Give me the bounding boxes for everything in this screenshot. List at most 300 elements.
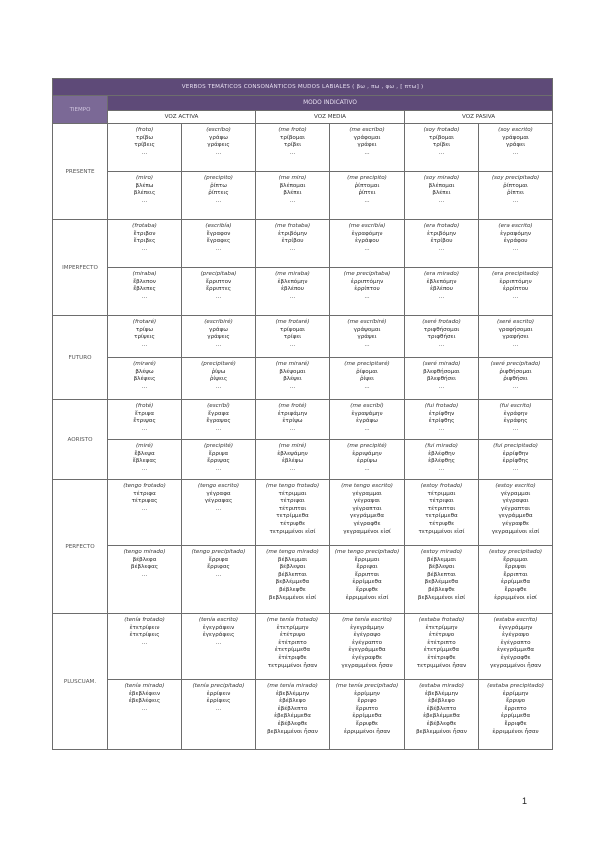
verb-form: ἐρρίμμεθα — [500, 713, 531, 720]
verb-form: ἐρριψάμην — [352, 450, 382, 457]
gloss-text: (estoy frotado) — [420, 483, 463, 489]
verb-form: ἐβέβλεφθε — [426, 720, 457, 727]
verb-form: ἐγράφου — [503, 238, 528, 245]
conjugation-cell — [256, 400, 330, 440]
verb-form: ῥίπτει — [358, 190, 376, 197]
gloss-text: (tenía escrito) — [198, 617, 239, 623]
verb-form: ... — [364, 341, 370, 348]
verb-form: ἔβλεπες — [133, 286, 156, 293]
verb-form: βεβλεμμένοι ἦσαν — [267, 728, 318, 735]
verb-form: ἐτρίβου — [430, 238, 453, 245]
conjugation-cell — [330, 124, 405, 172]
verb-form: ... — [289, 149, 296, 156]
verb-form: ... — [141, 705, 148, 712]
verb-form: ἐρριπτόμην — [350, 278, 384, 285]
gloss-text: (seré precipitado) — [490, 361, 541, 367]
tense-label: PERFECTO — [53, 480, 108, 614]
verb-form: τρίψω — [135, 326, 154, 333]
verb-form: βέβλεψαι — [428, 564, 455, 571]
conjugation-cell — [405, 172, 479, 220]
verb-form: ... — [141, 425, 148, 432]
verb-form: ἐβέβλεψο — [428, 698, 455, 705]
verb-form: ἐρρίμμην — [354, 690, 380, 697]
verb-form: ἐρρίφειν — [206, 690, 231, 697]
verb-form: ἐγραψάμην — [351, 410, 383, 417]
verb-form: γράψω — [209, 326, 228, 333]
verb-form: βέβλεμμαι — [426, 556, 457, 563]
verb-form: ἐρριπτόμην — [499, 278, 532, 285]
verb-form: ἔρριφα — [208, 556, 229, 563]
conjugation-cell — [108, 358, 182, 400]
verb-form: ἐρριμμένοι εἰσί — [345, 594, 389, 601]
conjugation-cell — [182, 614, 256, 680]
verb-form: ἐρριμμένοι ἦσαν — [492, 728, 539, 735]
gloss-text: (era precipitado) — [492, 271, 539, 277]
conjugation-cell — [256, 268, 330, 316]
verb-form: ... — [512, 465, 519, 472]
verb-form: ... — [289, 383, 296, 390]
conjugation-cell — [479, 546, 553, 614]
verb-form: ἐγεγράμμην — [350, 624, 384, 631]
verb-form: γέγραφα — [206, 490, 231, 497]
conjugation-cell — [479, 316, 553, 358]
verb-form: ἐγεγράμμεθα — [496, 647, 535, 654]
conjugation-cell — [182, 220, 256, 268]
voice-header-middle: VOZ MEDIA — [256, 111, 405, 124]
verb-form: ἐβλεπόμην — [426, 278, 457, 285]
conjugation-cell — [479, 268, 553, 316]
verb-form: γέγραμμαι — [500, 490, 531, 497]
verb-form: βεβλεμμένοι εἰσί — [417, 594, 466, 601]
gloss-text: (tengo mirado) — [123, 549, 166, 555]
page-number: 1 — [522, 796, 528, 806]
verb-form: ... — [141, 245, 148, 252]
verb-form: τρίβομαι — [280, 134, 305, 141]
verb-form: ἐβλέφθης — [428, 458, 455, 465]
verb-form: ἔγραψα — [208, 410, 229, 417]
verb-form: τετρίμμεθα — [276, 513, 309, 520]
conjugation-cell — [330, 546, 405, 614]
verb-form: βέβλεφθε — [428, 586, 455, 593]
verb-form: ἐτέτριπτο — [427, 639, 456, 646]
gloss-text: (me miro) — [278, 175, 307, 181]
conjugation-cell — [256, 124, 330, 172]
table-row — [53, 614, 553, 680]
verb-form: τετριμμένοι ἦσαν — [416, 662, 467, 669]
conjugation-cell — [405, 124, 479, 172]
verb-form: ἔρριπτο — [504, 705, 527, 712]
verb-form: ἐγεγράμμην — [498, 624, 533, 631]
verb-form: ἐβλέψω — [281, 458, 304, 465]
conjugation-cell — [182, 400, 256, 440]
verb-form: ἐτρίβου — [281, 238, 304, 245]
verb-form: ἐρρίμμεθα — [500, 579, 531, 586]
gloss-text: (me miré) — [278, 443, 307, 449]
conjugation-cell — [182, 124, 256, 172]
verb-form: ἐβεβλέμμην — [424, 690, 459, 697]
verb-form: βεβλέμμεθα — [275, 579, 310, 586]
verb-form: ἐβεβλέμμεθα — [423, 713, 460, 720]
table-row — [53, 220, 553, 268]
verb-form: ἐρρίφθης — [502, 458, 529, 465]
verb-form: ἐγεγράφεις — [202, 632, 235, 639]
gloss-text: (estaba precipitado) — [487, 683, 544, 689]
verb-form: ἐτετρίφεις — [129, 632, 160, 639]
verb-conjugation-table — [52, 78, 553, 750]
conjugation-cell — [330, 172, 405, 220]
verb-form: ἐβεβλέφεις — [128, 698, 161, 705]
gloss-text: (precipito) — [203, 175, 233, 181]
verb-form: τέτριψαι — [429, 498, 454, 505]
verb-form: γραφήσομαι — [498, 326, 533, 333]
verb-form: ... — [215, 425, 222, 432]
verb-form: βλέπει — [283, 190, 302, 197]
verb-form: ... — [289, 245, 296, 252]
gloss-text: (miraré) — [133, 361, 156, 367]
verb-form: ἔρριψο — [357, 698, 377, 705]
conjugation-cell — [330, 680, 405, 750]
verb-form: ἔτριψας — [133, 418, 156, 425]
verb-form: ... — [289, 293, 296, 300]
verb-form: ἐτέτριφθε — [278, 654, 307, 661]
verb-form: ἔρριφθε — [504, 720, 527, 727]
verb-form: τέτριπται — [427, 505, 456, 512]
verb-form: βέβλεφα — [132, 556, 157, 563]
verb-form: ἐβλέπου — [281, 286, 304, 293]
tense-label: PRESENTE — [53, 124, 108, 220]
verb-form: ... — [364, 465, 370, 472]
verb-form: ἐγέγραψο — [502, 632, 530, 639]
conjugation-cell — [405, 480, 479, 546]
verb-form: ... — [141, 639, 148, 646]
gloss-text: (me escribiré) — [347, 319, 387, 325]
verb-form: τέτριφας — [131, 498, 158, 505]
verb-form: ἐτριβόμην — [426, 230, 457, 237]
verb-form: ἐτετρίμμην — [425, 624, 458, 631]
verb-form: ... — [215, 465, 222, 472]
verb-form: ἐγεγράμμεθα — [348, 647, 386, 654]
gloss-text: (froté) — [135, 403, 154, 409]
verb-form: γράψεις — [207, 334, 230, 341]
verb-form: ... — [512, 197, 519, 204]
verb-form: βεβλεμμένοι ἦσαν — [416, 728, 467, 735]
verb-form: τριφθήσομαι — [423, 326, 460, 333]
verb-form: γεγραμμένοι εἰσί — [491, 528, 540, 535]
verb-form: ... — [141, 293, 148, 300]
table-row — [53, 400, 553, 440]
conjugation-cell — [330, 358, 405, 400]
verb-form: ἐρρίφθην — [502, 450, 529, 457]
verb-form: τέτριψαι — [280, 498, 305, 505]
tense-label: IMPERFECTO — [53, 220, 108, 316]
verb-form: ἐρρίπτου — [502, 286, 529, 293]
verb-form: ἐρριμμένοι ἦσαν — [343, 728, 391, 735]
verb-form: ἐγέγραπτο — [500, 639, 531, 646]
gloss-text: (froto) — [135, 127, 154, 133]
verb-form: ῥίπτεις — [208, 190, 229, 197]
conjugation-cell — [256, 172, 330, 220]
verb-form: ἐτετρίμμην — [276, 624, 309, 631]
verb-form: γέγραψαι — [502, 498, 529, 505]
verb-form: βλέψομαι — [279, 368, 306, 375]
verb-form: τετρίμμεθα — [425, 513, 458, 520]
verb-form: ἐτετρίμμεθα — [423, 647, 460, 654]
verb-form: ... — [215, 197, 222, 204]
verb-form: ... — [512, 383, 519, 390]
verb-form: γέγραφθε — [502, 520, 530, 527]
conjugation-cell — [108, 546, 182, 614]
verb-form: ... — [289, 197, 296, 204]
verb-form: γέγραψαι — [353, 498, 381, 505]
gloss-text: (me escribía) — [348, 223, 386, 229]
conjugation-cell — [330, 480, 405, 546]
conjugation-cell — [256, 440, 330, 480]
verb-form: ἐγράφης — [503, 418, 528, 425]
gloss-text: (era mirado) — [423, 271, 459, 277]
verb-form: γεγραμμένοι εἰσί — [343, 528, 391, 535]
verb-form: ἔρριπτες — [205, 286, 232, 293]
table-row — [53, 124, 553, 172]
gloss-text: (me escribo) — [349, 127, 385, 133]
verb-form: ἐγέγραφθε — [351, 654, 383, 661]
conjugation-cell — [330, 400, 405, 440]
conjugation-cell — [405, 358, 479, 400]
verb-form: ... — [289, 341, 296, 348]
verb-form: γράψομαι — [353, 326, 381, 333]
conjugation-cell — [479, 680, 553, 750]
verb-form: ἔρριπτο — [355, 705, 379, 712]
verb-form: ἐρρίμμεθα — [352, 579, 382, 586]
gloss-text: (tenía mirado) — [124, 683, 165, 689]
verb-form: βέβλεπται — [278, 571, 307, 578]
verb-form: ἔγραφον — [206, 230, 231, 237]
conjugation-cell — [256, 680, 330, 750]
verb-form: τέτριπται — [278, 505, 307, 512]
gloss-text: (miro) — [135, 175, 154, 181]
conjugation-cell — [108, 220, 182, 268]
verb-form: γράφω — [209, 134, 228, 141]
verb-form: ἔρριφθε — [355, 720, 379, 727]
gloss-text: (me tengo frotado) — [265, 483, 320, 489]
verb-form: ἔρριμμαι — [503, 556, 528, 563]
gloss-text: (frotaba) — [132, 223, 157, 229]
verb-form: ῥίψομαι — [356, 368, 378, 375]
verb-form: ἐβέβλεπτο — [426, 705, 457, 712]
voice-header-active: VOZ ACTIVA — [108, 111, 256, 124]
gloss-text: (me tengo precipitado) — [334, 549, 400, 555]
verb-form: ἔρριφθε — [504, 586, 527, 593]
conjugation-cell — [256, 546, 330, 614]
gloss-text: (seré escrito) — [496, 319, 535, 325]
verb-form: ἐβέβλεψο — [279, 698, 306, 705]
verb-form: ἐγεγράφειν — [202, 624, 235, 631]
gloss-text: (me tenía escrito) — [342, 617, 392, 623]
verb-form: ἔρριψαι — [504, 564, 527, 571]
gloss-text: (me precipitaré) — [344, 361, 390, 367]
verb-form: βεβλέμμεθα — [424, 579, 459, 586]
conjugation-cell — [108, 440, 182, 480]
tense-label: PLUSCUAM. — [53, 614, 108, 750]
gloss-text: (escribía) — [205, 223, 232, 229]
verb-form: ἔγραψας — [206, 418, 231, 425]
verb-form: ἔγραφες — [206, 238, 231, 245]
gloss-text: (escribí) — [207, 403, 230, 409]
verb-form: τρίβω — [135, 134, 154, 141]
verb-form: ἐτέτριπτο — [278, 639, 307, 646]
verb-form: ἔτριβες — [133, 238, 156, 245]
conjugation-cell — [182, 268, 256, 316]
verb-form: ἔρριψα — [208, 450, 229, 457]
conjugation-cell — [479, 172, 553, 220]
conjugation-cell — [182, 358, 256, 400]
conjugation-cell — [182, 172, 256, 220]
verb-form: ἔβλεπον — [133, 278, 156, 285]
conjugation-cell — [182, 680, 256, 750]
conjugation-cell — [479, 220, 553, 268]
verb-form: τετριμμένοι εἰσί — [269, 528, 316, 535]
gloss-text: (me froté) — [278, 403, 307, 409]
verb-form: γράφομαι — [353, 134, 381, 141]
verb-form: ... — [512, 149, 519, 156]
conjugation-cell — [108, 124, 182, 172]
verb-form: βέβλεπται — [427, 571, 456, 578]
gloss-text: (escribiré) — [204, 319, 233, 325]
gloss-text: (fui precipitado) — [493, 443, 538, 449]
verb-form: βέβλεψαι — [279, 564, 306, 571]
verb-form: ἐβλεπόμην — [277, 278, 308, 285]
gloss-text: (me tenía frotado) — [266, 617, 319, 623]
verb-form: ἔρριπται — [354, 571, 380, 578]
verb-form: τριφθήσει — [427, 334, 456, 341]
conjugation-cell — [330, 316, 405, 358]
verb-form: ἐβλεψάμην — [277, 450, 308, 457]
verb-form: γράφει — [505, 142, 526, 149]
verb-form: ... — [215, 571, 222, 578]
verb-form: ἐτετρίφειν — [129, 624, 160, 631]
verb-form: ... — [438, 341, 445, 348]
conjugation-cell — [405, 400, 479, 440]
verb-form: τρίβει — [283, 142, 302, 149]
verb-form: ἐρρίμμεθα — [352, 713, 382, 720]
verb-form: τρίβει — [432, 142, 451, 149]
gloss-text: (precipité) — [203, 443, 234, 449]
conjugation-cell — [182, 480, 256, 546]
conjugation-cell — [330, 440, 405, 480]
gloss-text: (tenía precipitado) — [192, 683, 245, 689]
verb-form: ... — [215, 505, 222, 512]
verb-form: ... — [512, 341, 519, 348]
gloss-text: (precipitaba) — [200, 271, 237, 277]
gloss-text: (escribo) — [206, 127, 231, 133]
verb-form: ... — [215, 383, 222, 390]
verb-form: ἔρριφθε — [355, 586, 379, 593]
table-row — [53, 172, 553, 220]
verb-form: ... — [438, 465, 445, 472]
verb-form: ... — [364, 293, 370, 300]
gloss-text: (era frotado) — [423, 223, 460, 229]
verb-form: ... — [512, 293, 519, 300]
verb-form: ἔρριψαι — [356, 564, 378, 571]
verb-form: γραφήσει — [502, 334, 529, 341]
verb-form: ... — [438, 197, 445, 204]
gloss-text: (me frotaré) — [275, 319, 310, 325]
verb-form: ἐτέτριψο — [279, 632, 306, 639]
verb-form: ... — [289, 425, 296, 432]
verb-form: ἐρρίμμην — [502, 690, 529, 697]
verb-form: γέγραπται — [500, 505, 531, 512]
verb-form: ἔτριβον — [133, 230, 156, 237]
verb-form: ... — [364, 245, 370, 252]
conjugation-cell — [108, 316, 182, 358]
verb-form: ἐγραφόμην — [351, 230, 383, 237]
gloss-text: (me precipité) — [347, 443, 387, 449]
verb-form: ἐβλέφθην — [428, 450, 455, 457]
verb-form: ῥίπτει — [506, 190, 525, 197]
table-row — [53, 440, 553, 480]
verb-form: ἐρρίπτου — [354, 286, 380, 293]
verb-form: ἔρριμμαι — [354, 556, 380, 563]
gloss-text: (estoy precipitado) — [489, 549, 543, 555]
voice-header-passive: VOZ PASIVA — [405, 111, 553, 124]
verb-form: βλέπομαι — [279, 182, 306, 189]
conjugation-cell — [405, 316, 479, 358]
verb-form: γεγράμμεθα — [349, 513, 385, 520]
verb-form: ἐβλέπου — [430, 286, 453, 293]
table-row — [53, 546, 553, 614]
verb-form: ἐγράψω — [356, 418, 378, 425]
verb-form: ἔτριψα — [134, 410, 155, 417]
verb-form: ... — [215, 245, 222, 252]
gloss-text: (soy escrito) — [498, 127, 533, 133]
conjugation-cell — [330, 268, 405, 316]
verb-form: γράφει — [357, 142, 377, 149]
gloss-text: (estaba mirado) — [419, 683, 464, 689]
conjugation-cell — [479, 614, 553, 680]
verb-form: ... — [141, 149, 148, 156]
tense-column-header: TIEMPO — [53, 96, 108, 124]
conjugation-cell — [256, 220, 330, 268]
gloss-text: (miraba) — [132, 271, 157, 277]
verb-form: βλέπει — [432, 190, 451, 197]
mode-header: MODO INDICATIVO — [108, 96, 553, 111]
conjugation-cell — [405, 268, 479, 316]
verb-form: βέβλεφθε — [279, 586, 306, 593]
verb-form: ἐρρίφεις — [206, 698, 231, 705]
verb-form: ἐγράφην — [503, 410, 528, 417]
verb-form: βέβλεμμαι — [277, 556, 308, 563]
verb-form: ἐρρίψω — [356, 458, 378, 465]
verb-form: ... — [438, 149, 445, 156]
conjugation-cell — [479, 440, 553, 480]
verb-form: τρίβεις — [134, 142, 155, 149]
verb-form: ... — [438, 383, 445, 390]
conjugation-cell — [405, 220, 479, 268]
gloss-text: (me tengo mirado) — [266, 549, 319, 555]
verb-form: τέτριμμαι — [427, 490, 456, 497]
verb-form: τέτριφα — [133, 490, 156, 497]
verb-form: ... — [289, 465, 296, 472]
verb-form: ... — [438, 425, 445, 432]
verb-form: τρίψει — [283, 334, 302, 341]
gloss-text: (me froto) — [278, 127, 307, 133]
verb-form: γεγραμμένοι ἦσαν — [341, 662, 393, 669]
verb-form: γράψει — [357, 334, 377, 341]
verb-form: ἐβέβλεφθε — [277, 720, 308, 727]
verb-form: τέτριμμαι — [278, 490, 307, 497]
gloss-text: (fui mirado) — [425, 443, 458, 449]
verb-form: ῥίψει — [359, 376, 375, 383]
conjugation-cell — [182, 440, 256, 480]
